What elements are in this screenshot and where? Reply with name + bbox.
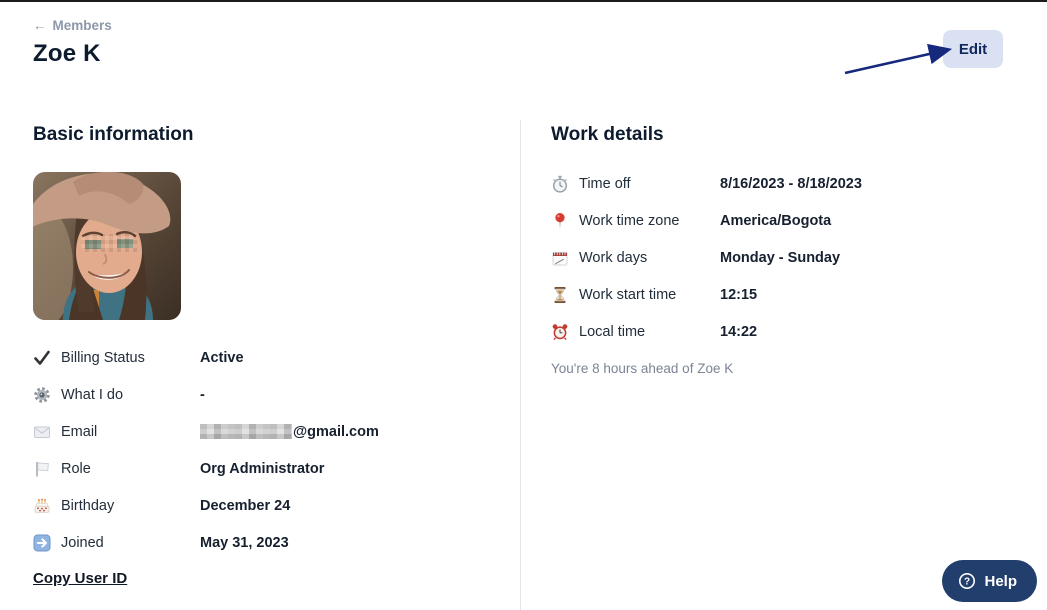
- flag-icon: [33, 460, 51, 478]
- row-value: 8/16/2023 - 8/18/2023: [720, 175, 862, 192]
- check-icon: [33, 349, 51, 367]
- timezone-note: You're 8 hours ahead of Zoe K: [551, 361, 734, 376]
- page-title: Zoe K: [33, 40, 101, 67]
- hourglass-icon: [551, 286, 569, 304]
- gear-icon: [33, 386, 51, 404]
- breadcrumb-label: Members: [52, 18, 112, 33]
- time-off-row: [551, 165, 1021, 202]
- envelope-icon: [33, 423, 51, 441]
- alarm-clock-icon: [551, 323, 569, 341]
- email-domain: @gmail.com: [293, 423, 379, 440]
- row-label: Joined: [61, 534, 104, 551]
- row-label: Work time zone: [579, 212, 680, 229]
- row-value: May 31, 2023: [200, 534, 289, 551]
- row-value: [200, 424, 379, 440]
- row-value: Org Administrator: [200, 460, 325, 477]
- row-label: Billing Status: [61, 349, 145, 366]
- row-label: Birthday: [61, 497, 115, 514]
- calendar-icon: [551, 249, 569, 267]
- copy-user-id-link[interactable]: Copy User ID: [33, 570, 128, 587]
- help-button[interactable]: [942, 560, 1037, 602]
- pushpin-icon: [551, 212, 569, 230]
- stopwatch-icon: [551, 175, 569, 193]
- row-label: Work start time: [579, 286, 677, 303]
- row-value: Active: [200, 349, 244, 366]
- role-row: [33, 450, 503, 487]
- row-label: Local time: [579, 323, 646, 340]
- help-button-label: Help: [984, 572, 1017, 590]
- redacted-email-block: [200, 424, 292, 439]
- what-i-do-row: [33, 376, 503, 413]
- row-label: Work days: [579, 249, 648, 266]
- basic-info-rows: [33, 339, 503, 561]
- work-details-rows: [551, 165, 1021, 350]
- breadcrumb-back-members[interactable]: [33, 18, 112, 33]
- column-divider: [520, 120, 521, 610]
- question-mark-icon: [958, 572, 976, 590]
- row-value: December 24: [200, 497, 291, 514]
- svg-text:?: ?: [964, 576, 971, 588]
- row-value: 14:22: [720, 323, 758, 340]
- row-label: What I do: [61, 386, 124, 403]
- work-days-row: [551, 239, 1021, 276]
- arrow-right-icon: [33, 534, 51, 552]
- email-row: [33, 413, 503, 450]
- row-label: Role: [61, 460, 91, 477]
- work-details-heading: Work details: [551, 124, 664, 145]
- cake-icon: [33, 497, 51, 515]
- row-value: 12:15: [720, 286, 758, 303]
- row-value: America/Bogota: [720, 212, 832, 229]
- basic-information-heading: Basic information: [33, 124, 194, 145]
- edit-button[interactable]: Edit: [943, 30, 1003, 68]
- birthday-row: [33, 487, 503, 524]
- work-start-time-row: [551, 276, 1021, 313]
- row-value: Monday - Sunday: [720, 249, 841, 266]
- back-arrow-icon: ←: [33, 18, 47, 33]
- row-label: Email: [61, 423, 98, 440]
- local-time-row: [551, 313, 1021, 350]
- billing-status-row: [33, 339, 503, 376]
- row-value: -: [200, 386, 205, 403]
- profile-photo: [33, 172, 181, 320]
- work-time-zone-row: [551, 202, 1021, 239]
- row-label: Time off: [579, 175, 631, 192]
- joined-row: [33, 524, 503, 561]
